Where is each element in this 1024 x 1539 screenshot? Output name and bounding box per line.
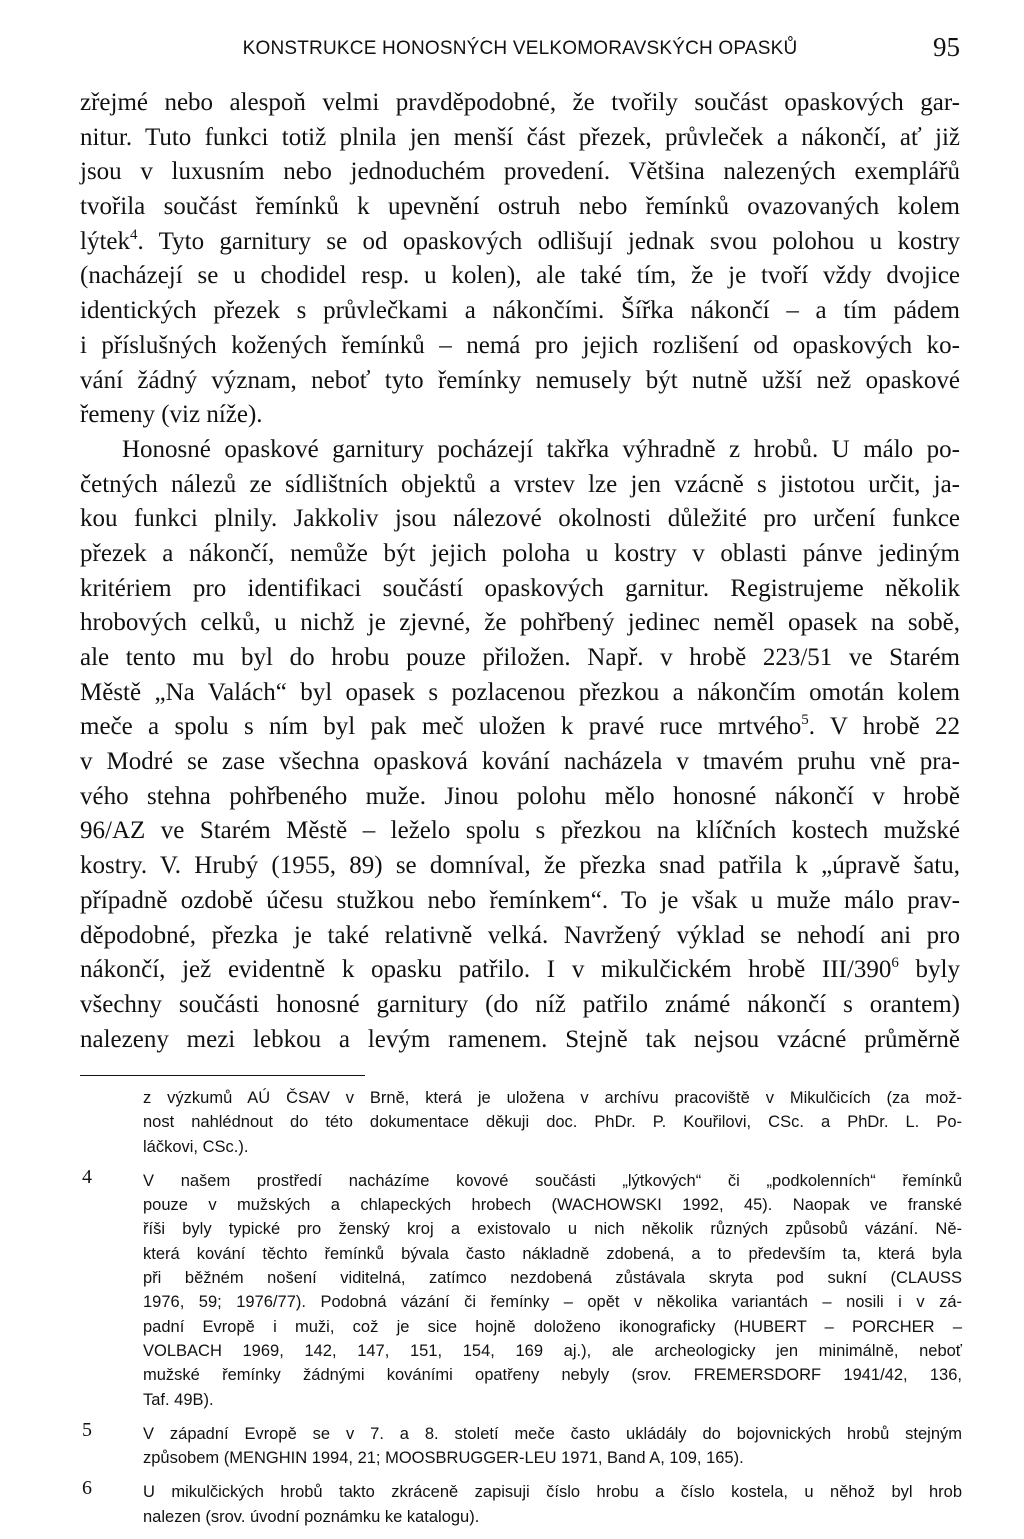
body-line <box>80 225 960 260</box>
footnote-line: nalezen (srov. úvodní poznámku ke katalogu). <box>143 1507 480 1526</box>
footnote-ref-4: 4 <box>130 226 138 243</box>
body-line: zřejmé nebo alespoň velmi pravděpodobné, že tvořily součást opaskových gar- <box>80 89 960 116</box>
body-line: děpodobné, přezka je také relativně velká. Navržený výklad se nehodí ani pro <box>80 921 960 949</box>
footnote-line: V našem prostředí nacházíme kovové součásti „lýtkových“ či „podkolenních“ řemínků <box>143 1171 962 1190</box>
footnote-line: říši byly typické pro ženský kroj a existovalo u nich několik různých způsobů vázání. Ně- <box>143 1220 962 1239</box>
footnotes <box>80 1086 962 1539</box>
body-line: všechny součásti honosné garnitury (do níž patřilo známé nákončí s orantem) <box>80 990 960 1018</box>
footnote-line: pouze v mužských a chlapeckých hrobech (WACHOWSKI 1992, 45). Naopak ve franské <box>143 1196 962 1215</box>
body-line: identických přezek s průvlečkami a nákončími. Šířka nákončí – a tím pádem <box>80 297 960 325</box>
footnote-divider <box>80 1075 365 1076</box>
body-line: hrobových celků, u nichž je zjevné, že pohřbený jedinec neměl opasek na sobě, <box>80 609 960 637</box>
body-line-rest: . V hrobě 22 <box>808 713 961 741</box>
body-line: kou funkci plnily. Jakkoliv jsou nálezové okolnosti důležité pro určení funkce <box>80 505 960 533</box>
footnote-line: nost nahlédnout do této dokumentace děkuji doc. PhDr. P. Kouřilovi, CSc. a PhDr. L. Po- <box>143 1113 962 1132</box>
footnote-ref-5: 5 <box>801 712 809 729</box>
body-line: Městě „Na Valách“ byl opasek s pozlacenou přezkou a nákončím omotán kolem <box>80 678 960 706</box>
footnote-ref-6: 6 <box>891 955 899 972</box>
body-line: řemeny (viz níže). <box>80 401 263 429</box>
footnote-5 <box>80 1418 962 1471</box>
body-line: přezek a nákončí, nemůže být jejich poloha u kostry v oblasti pánve jediným <box>80 539 960 567</box>
footnote-line: Taf. 49B). <box>143 1390 214 1409</box>
body-line: i příslušných kožených řemínků – nemá pro jejich rozlišení od opaskových ko- <box>80 331 960 359</box>
body-text <box>80 86 960 1057</box>
footnote-line: při běžném nošení viditelná, zatímco nezdobená zůstávala skryta pod sukní (CLAUSS <box>143 1269 962 1288</box>
body-line: četných nálezů ze sídlištních objektů a vrstev lze jen vzácně s jistotou určit, ja- <box>80 470 960 498</box>
body-line: ale tento mu byl do hrobu pouze přiložen. Např. v hrobě 223/51 ve Starém <box>80 644 960 671</box>
body-line: nalezeny mezi lebkou a levým ramenem. Stejně tak nejsou vzácné průměrně <box>80 1025 960 1053</box>
footnote-line: mužské řemínky žádnými kováními opatřeny nebyly (srov. FREMERSDORF 1941/42, 136, <box>143 1366 962 1385</box>
body-word: lýtek <box>80 227 130 255</box>
footnote-continuation <box>80 1086 962 1159</box>
body-line: nitur. Tuto funkci totiž plnila jen menší část přezek, průvleček a nákončí, ať již <box>80 123 960 151</box>
body-line-rest: . Tyto garnitury se od opaskových odlišují jednak svou polohou u kostry <box>137 227 960 255</box>
body-line: jsou v luxusním nebo jednoduchém provedení. Většina nalezených exemplářů <box>80 158 960 186</box>
page-header <box>80 30 960 70</box>
footnote-line: z výzkumů AÚ ČSAV v Brně, která je uložena v archívu pracoviště v Mikulčicích (za mož- <box>143 1089 962 1107</box>
body-line: vého stehna pohřbeného muže. Jinou polohu mělo honosné nákončí v hrobě <box>80 782 960 810</box>
footnote-line: 1976, 59; 1976/77). Podobná vázání či řemínky – opět v několika variantách – nosili i v zá- <box>143 1293 962 1312</box>
footnote-number: 6 <box>82 1477 92 1500</box>
footnote-line: VOLBACH 1969, 142, 147, 151, 154, 169 aj.), ale archeologicky jen minimálně, neboť <box>143 1341 962 1360</box>
footnote-line: láčkovi, CSc.). <box>143 1137 249 1156</box>
page-number: 95 <box>933 32 960 62</box>
body-line: 96/AZ ve Starém Městě – leželo spolu s přezkou na klíčních kostech mužské <box>80 817 960 845</box>
body-line-rest: byly <box>898 956 960 984</box>
body-line: v Modré se zase všechna opasková kování nacházela v tmavém pruhu vně pra- <box>80 748 960 776</box>
body-line <box>80 953 960 988</box>
body-line: (nacházejí se u chodidel resp. u kolen), ale také tím, že je tvoří vždy dvojice <box>80 262 960 290</box>
body-line <box>80 710 960 745</box>
footnote-line: způsobem (MENGHIN 1994, 21; MOOSBRUGGER-LEU 1971, Band A, 109, 165). <box>143 1449 744 1468</box>
body-line: vání žádný význam, neboť tyto řemínky nemusely být nutně užší než opaskové <box>80 366 960 394</box>
footnote-6 <box>80 1477 962 1529</box>
body-line: kritériem pro identifikaci součástí opaskových garnitur. Registrujeme několik <box>80 574 960 602</box>
footnote-4 <box>80 1165 962 1412</box>
footnote-line: která kování těchto řemínků bývala často nákladně zdobená, a to především ta, která byla <box>143 1244 962 1263</box>
footnote-line: V západní Evropě se v 7. a 8. století meče často ukládály do bojovnických hrobů stejným <box>143 1424 962 1443</box>
footnote-number: 5 <box>82 1418 92 1441</box>
footnote-number: 4 <box>82 1165 92 1188</box>
body-line-start: nákončí, jež evidentně k opasku patřilo. I v mikulčickém hrobě III/390 <box>80 956 892 984</box>
footnote-line: padní Evropě i muži, což je sice hojně doloženo ikonograficky (HUBERT – PORCHER – <box>143 1317 962 1336</box>
body-line: tvořila součást řemínků k upevnění ostruh nebo řemínků ovazovaných kolem <box>80 193 960 221</box>
body-line-start: meče a spolu s ním byl pak meč uložen k pravé ruce mrtvého <box>80 713 802 741</box>
running-title: KONSTRUKCE HONOSNÝCH VELKOMORAVSKÝCH OPASKŮ <box>242 38 798 59</box>
body-line: případně ozdobě účesu stužkou nebo řemínkem“. To je však u muže málo prav- <box>80 886 960 914</box>
footnote-line: U mikulčických hrobů takto zkráceně zapisuji číslo hrobu a číslo kostela, u něhož byl hrob <box>143 1483 962 1502</box>
body-line: kostry. V. Hrubý (1955, 89) se domníval, že přezka snad patřila k „úpravě šatu, <box>80 852 960 880</box>
body-line: Honosné opaskové garnitury pocházejí takřka výhradně z hrobů. U málo po- <box>122 435 960 463</box>
